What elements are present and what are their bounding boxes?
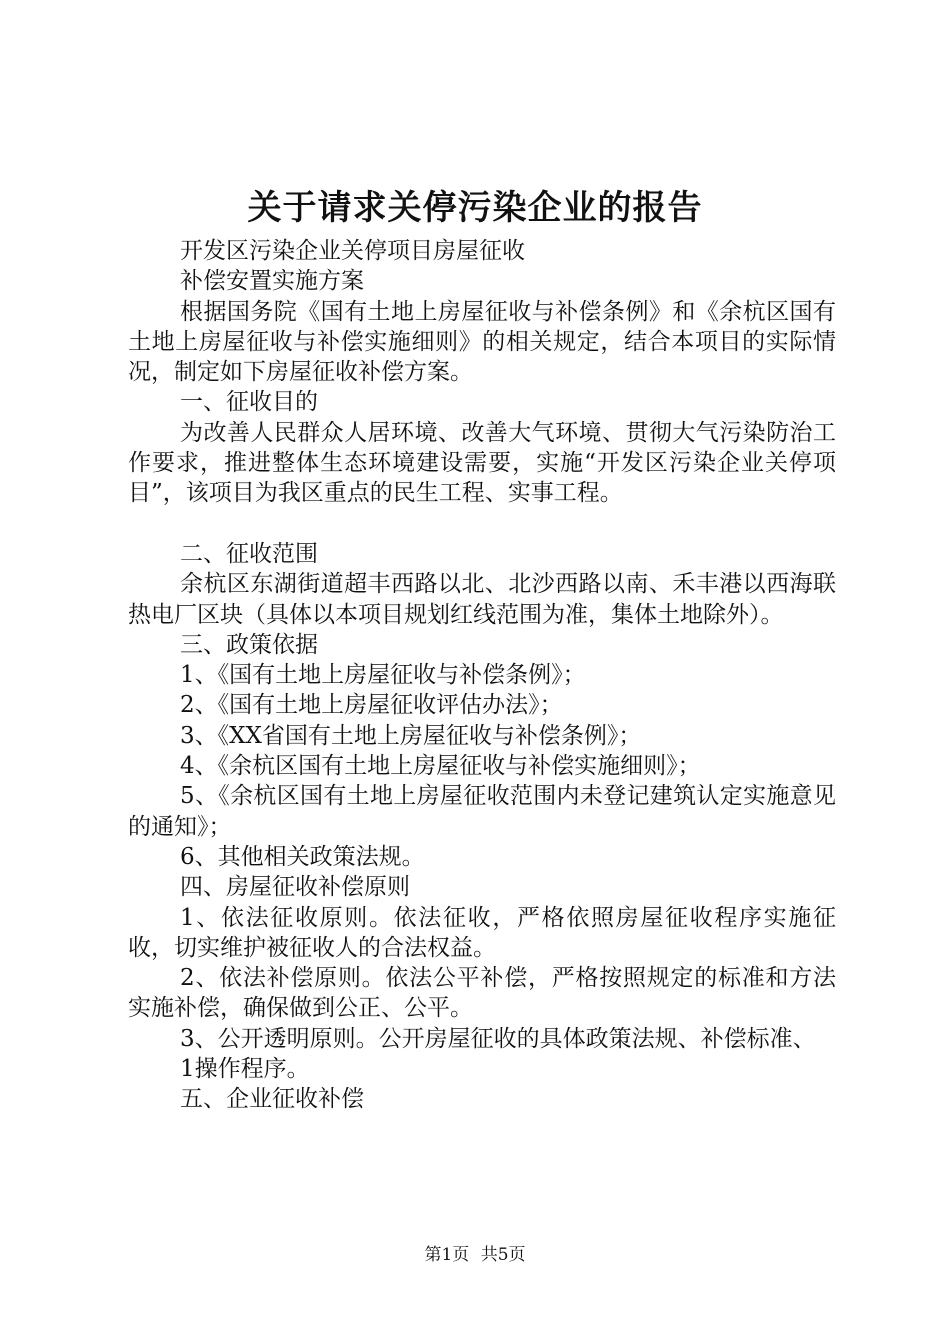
page-number: 第1页 — [424, 1245, 470, 1265]
heading-scope: 二、征收范围 — [180, 540, 318, 567]
list-item-policy-5: 5、《余杭区国有土地上房屋征收范围内未登记建筑认定实施意见的通知》； — [128, 783, 836, 840]
heading-principles: 四、房屋征收补偿原则 — [180, 874, 410, 901]
heading-purpose: 一、征收目的 — [180, 389, 318, 416]
list-item-policy-4: 4、《余杭区国有土地上房屋征收与补偿实施细则》； — [180, 753, 701, 780]
list-item-policy-3: 3、《XX省国有土地上房屋征收与补偿条例》； — [180, 722, 642, 749]
page-total: 共5页 — [480, 1245, 526, 1265]
paragraph-procedure: 1操作程序。 — [180, 1056, 310, 1083]
paragraph-purpose: 为改善人民群众人居环境、改善大气环境、贯彻大气污染防治工作要求，推进整体生态环境建设需要，实施“开发区污染企业关停项目”，该项目为我区重点的民生工程、实事工程。 — [128, 419, 836, 507]
paragraph-principle-2: 2、依法补偿原则。依法公平补偿，严格按照规定的标准和方法实施补偿，确保做到公正、公平。 — [128, 965, 836, 1022]
blank-line — [128, 509, 836, 539]
heading-enterprise-compensation: 五、企业征收补偿 — [180, 1086, 364, 1113]
paragraph-principle-3: 3、公开透明原则。公开房屋征收的具体政策法规、补偿标准、 — [180, 1025, 816, 1052]
page-footer — [0, 1243, 950, 1267]
heading-policy-basis: 三、政策依据 — [180, 631, 318, 658]
list-item-policy-6: 6、其他相关政策法规。 — [180, 843, 425, 870]
paragraph-intro: 根据国务院《国有土地上房屋征收与补偿条例》和《余杭区国有土地上房屋征收与补偿实施细则》的相关规定，结合本项目的实际情况，制定如下房屋征收补偿方案。 — [128, 298, 836, 386]
paragraph-subtitle-1: 开发区污染企业关停项目房屋征收 — [180, 238, 525, 264]
list-item-policy-1: 1、《国有土地上房屋征收与补偿条例》； — [180, 662, 586, 689]
paragraph-subtitle-2: 补偿安置实施方案 — [180, 268, 364, 295]
list-item-policy-2: 2、《国有土地上房屋征收评估办法》； — [180, 692, 563, 719]
paragraph-principle-1: 1、依法征收原则。依法征收，严格依照房屋征收程序实施征收，切实维护被征收人的合法权益。 — [128, 904, 836, 961]
document-body — [128, 236, 836, 1115]
paragraph-scope: 余杭区东湖街道超丰西路以北、北沙西路以南、禾丰港以西海联热电厂区块（具体以本项目规划红线范围为准，集体土地除外）。 — [128, 571, 836, 628]
document-title: 关于请求关停污染企业的报告 — [247, 188, 703, 228]
